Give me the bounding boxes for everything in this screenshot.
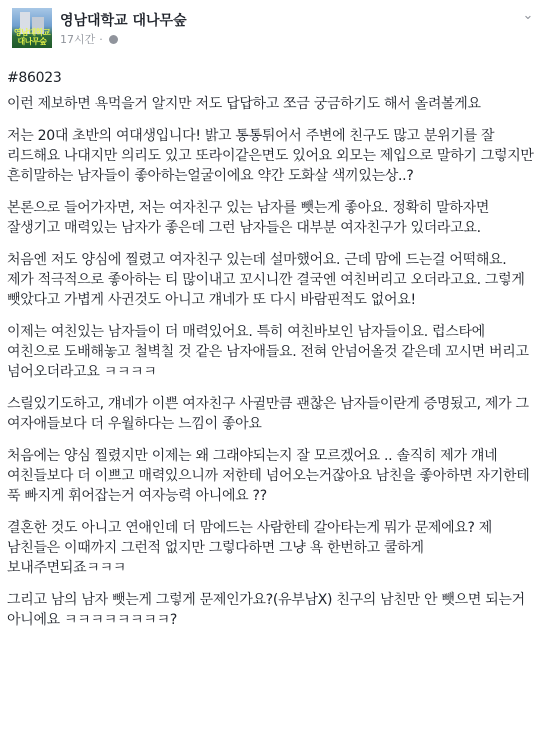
post-paragraph: 그리고 남의 남자 뺏는게 그렇게 문제인가요?(유부남X) 친구의 남친만 안 뺏으면 되는거 아니에요 ㅋㅋㅋㅋㅋㅋㅋㅋ? — [7, 592, 525, 628]
post-paragraph: 저는 20대 초반의 여대생입니다! 밝고 통통튀어서 주변에 친구도 많고 분위기를 잘 리드해요 나대지만 의리도 있고 또라이같은면도 있어요 외모는 제입으로 말하기 그렇지만 흔히말하는 남자들이 좋아하는얼굴이에요 약간 도화살 색끼있는상..? — [7, 128, 534, 184]
post-hashtag[interactable]: #86023 — [7, 70, 62, 86]
chevron-down-icon[interactable]: ⌄ — [522, 8, 534, 23]
post-paragraph: 처음에는 양심 찔렸지만 이제는 왜 그래야되는지 잘 모르겠어요 .. 솔직히 제가 걔네 여친들보다 더 이쁘고 매력있으니까 저한테 넘어오는거잖아요 남친을 좋아하면 자기한테 푹 빠지게 휘어잡는거 여자능력 아니에요 ?? — [7, 448, 530, 504]
avatar[interactable] — [12, 8, 52, 48]
post-paragraph: 스릴있기도하고, 걔네가 이쁜 여자친구 사귈만큼 괜찮은 남자들이란게 증명됬고, 제가 그 여자애들보다 더 우월하다는 느낌이 좋아요 — [7, 396, 529, 432]
post-paragraph: 본론으로 들어가자면, 저는 여자친구 있는 남자를 뺏는게 좋아요. 정확히 말하자면 잘생기고 매력있는 남자가 좋은데 그런 남자들은 대부분 여자친구가 있더라고요. — [7, 200, 490, 236]
meta-separator: · — [99, 32, 103, 46]
post-timestamp[interactable]: 17시간 — [60, 33, 96, 46]
post-paragraph: 결혼한 것도 아니고 연애인데 더 맘에드는 사람한테 갈아타는게 뭐가 문제에요? 제 남친들은 이때까지 그런적 없지만 그렇다하면 그냥 욕 한번하고 쿨하게 보내주면되죠ㅋㅋㅋ — [7, 520, 493, 576]
post-header — [12, 8, 538, 58]
post-paragraph: 이런 제보하면 욕먹을거 알지만 저도 답답하고 쪼금 궁금하기도 해서 올려볼게요 — [7, 96, 481, 112]
post-paragraph: 이제는 여친있는 남자들이 더 매력있어요. 특히 여친바보인 남자들이요. 럽스타에 여친으로 도배해놓고 철벽칠 것 같은 남자애들요. 전혀 안넘어올것 같은데 꼬시면 버리고 넘어오더라고요 ㅋㅋㅋㅋ — [7, 324, 529, 380]
avatar-logo-text: 영남대학교 대나무숲 — [13, 28, 51, 46]
post-meta — [60, 31, 118, 47]
page-name-link[interactable]: 영남대학교 대나무숲 — [60, 13, 187, 29]
globe-icon — [109, 35, 118, 44]
post-body — [7, 68, 535, 642]
post-paragraph: 처음엔 저도 양심에 찔렸고 여자친구 있는데 설마했어요. 근데 맘에 드는걸 어떡해요. 제가 적극적으로 좋아하는 티 많이내고 꼬시니깐 결국엔 여친버리고 오더라고요. 그렇게 뺏았다고 가볍게 사귄것도 아니고 걔네가 또 다시 바람핀적도 없어요! — [7, 252, 525, 308]
